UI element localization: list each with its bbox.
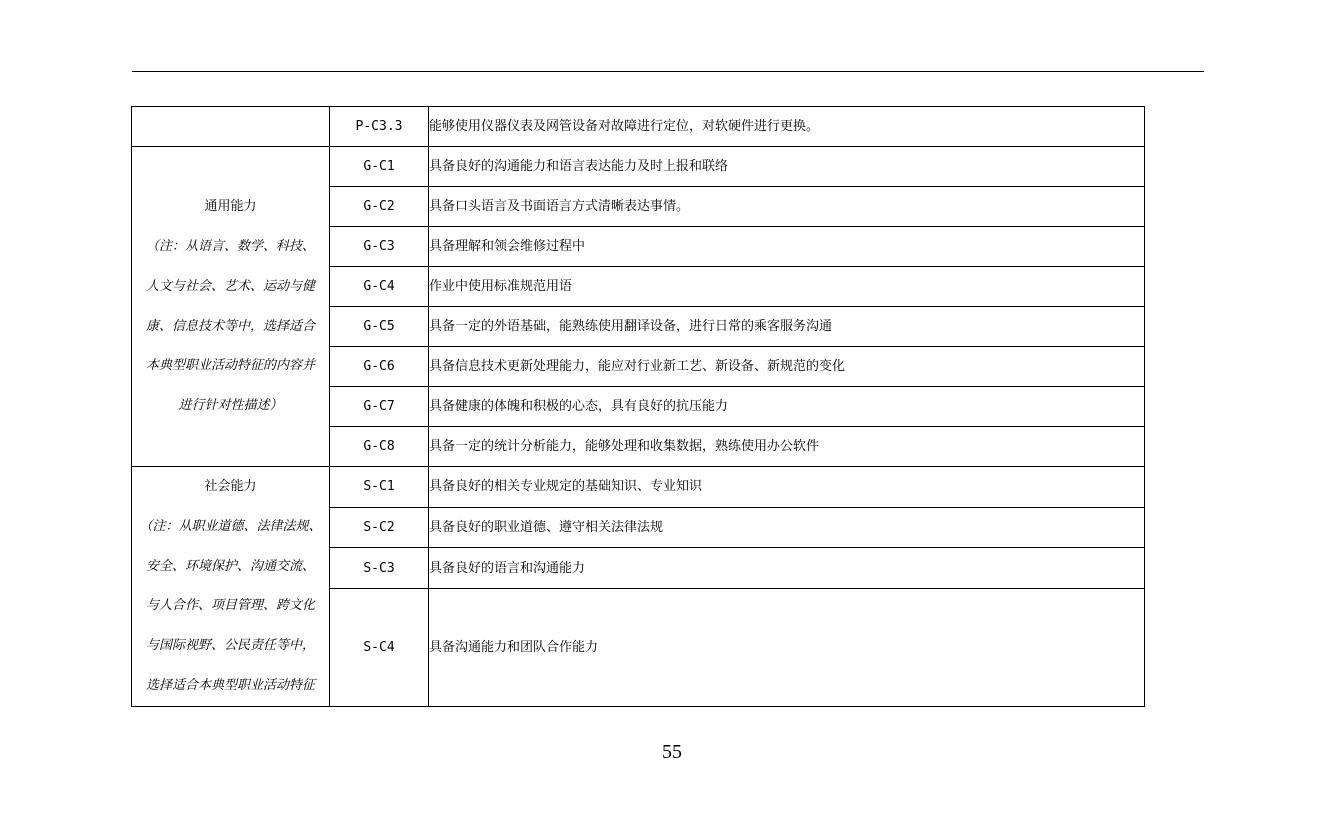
code-cell: P-C3.3 (330, 107, 429, 147)
category-note-line: 康、信息技术等中，选择适合 (145, 318, 315, 334)
table-row (132, 467, 1145, 508)
description-cell: 具备健康的体魄和积极的心态，具有良好的抗压能力 (429, 387, 1145, 427)
code-cell: G-C2 (330, 187, 429, 227)
code-cell: G-C3 (330, 227, 429, 267)
category-note-line: 与人合作、项目管理、跨文化 (145, 598, 315, 614)
description-cell: 具备良好的相关专业规定的基础知识、专业知识 (429, 467, 1145, 508)
category-note-line: （注：从语言、数学、科技、 (145, 238, 315, 254)
description-cell: 具备信息技术更新处理能力，能应对行业新工艺、新设备、新规范的变化 (429, 347, 1145, 387)
category-note-line: 本典型职业活动特征的内容并 (145, 358, 315, 374)
category-note-line: （注：从职业道德、法律法规、 (139, 518, 322, 534)
code-cell: S-C1 (330, 467, 429, 508)
code-cell: S-C3 (330, 548, 429, 589)
code-cell: S-C4 (330, 588, 429, 706)
page-number: 55 (662, 741, 682, 763)
code-cell: G-C7 (330, 387, 429, 427)
category-note-line: 人文与社会、艺术、运动与健 (145, 278, 315, 294)
category-note-line: 安全、环境保护、沟通交流、 (145, 558, 315, 574)
competency-table (131, 106, 1145, 707)
category-note-line: 进行针对性描述） (178, 398, 283, 414)
description-cell: 具备一定的统计分析能力，能够处理和收集数据，熟练使用办公软件 (429, 427, 1145, 467)
code-cell: G-C4 (330, 267, 429, 307)
table-row (132, 107, 1145, 147)
description-cell: 具备沟通能力和团队合作能力 (429, 588, 1145, 706)
category-title: 通用能力 (204, 199, 257, 215)
description-cell: 具备一定的外语基础，能熟练使用翻译设备，进行日常的乘客服务沟通 (429, 307, 1145, 347)
code-cell: G-C5 (330, 307, 429, 347)
category-note-line: 选择适合本典型职业活动特征 (145, 677, 315, 693)
category-cell-general (132, 147, 330, 467)
code-cell: S-C2 (330, 507, 429, 548)
code-cell: G-C6 (330, 347, 429, 387)
category-title: 社会能力 (204, 479, 257, 494)
description-cell: 具备理解和领会维修过程中 (429, 227, 1145, 267)
category-note-line: 与国际视野、公民责任等中， (145, 638, 315, 654)
description-cell: 作业中使用标准规范用语 (429, 267, 1145, 307)
code-cell: G-C1 (330, 147, 429, 187)
category-cell-empty (132, 107, 330, 147)
description-cell: 具备良好的沟通能力和语言表达能力及时上报和联络 (429, 147, 1145, 187)
code-cell: G-C8 (330, 427, 429, 467)
category-cell-social (132, 467, 330, 707)
description-cell: 具备良好的语言和沟通能力 (429, 548, 1145, 589)
description-cell: 具备口头语言及书面语言方式清晰表达事情。 (429, 187, 1145, 227)
description-cell: 能够使用仪器仪表及网管设备对故障进行定位，对软硬件进行更换。 (429, 107, 1145, 147)
header-rule (132, 71, 1204, 72)
table-row (132, 147, 1145, 187)
description-cell: 具备良好的职业道德、遵守相关法律法规 (429, 507, 1145, 548)
